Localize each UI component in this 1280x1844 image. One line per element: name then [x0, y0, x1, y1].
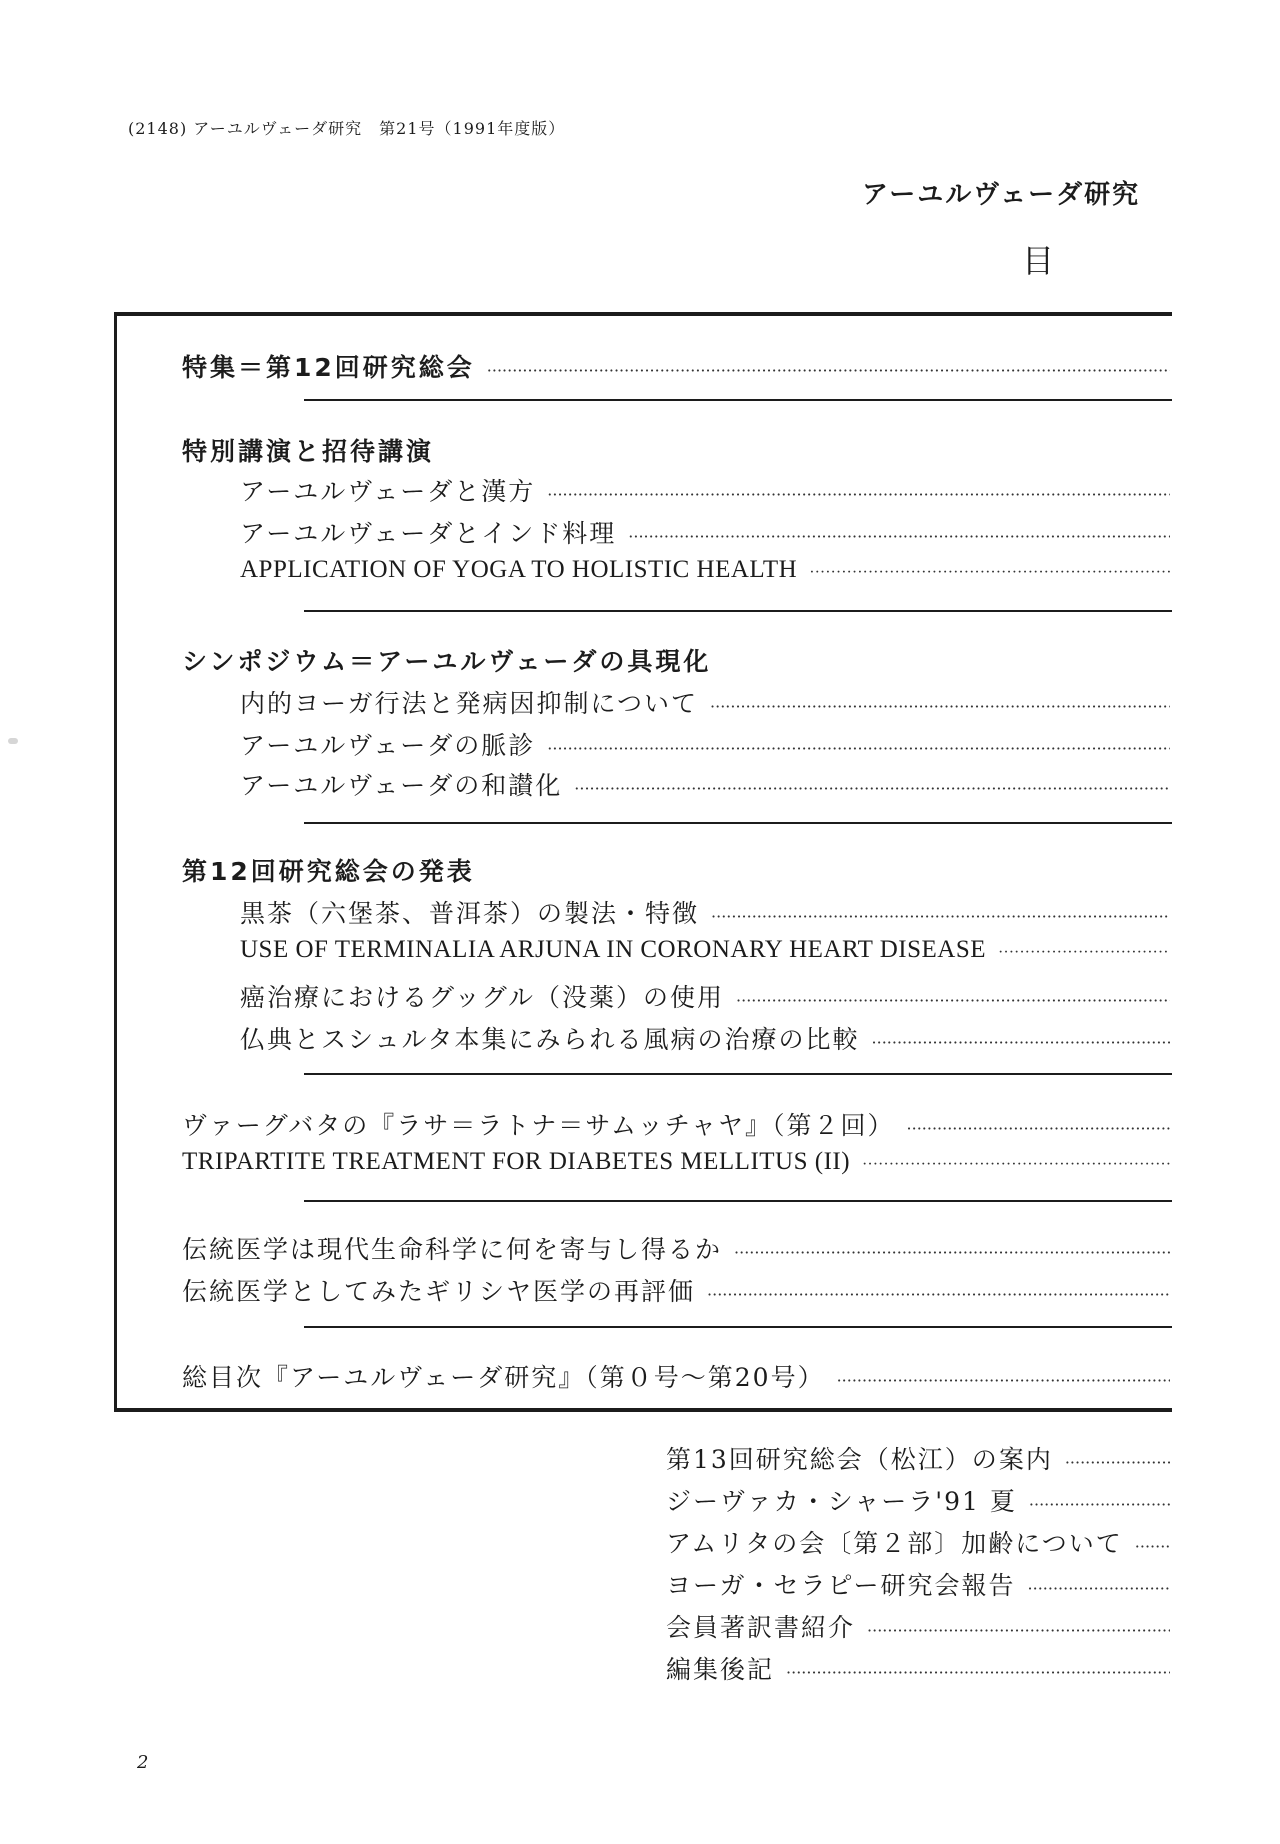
toc-entry — [182, 1358, 1170, 1394]
misc-entry-label: アムリタの会〔第２部〕加齢について — [666, 1529, 1123, 1558]
leader-dots — [862, 1156, 1170, 1174]
misc-entry — [666, 1650, 1170, 1686]
toc-entry — [182, 1230, 1170, 1266]
section-heading-presentations: 第12回研究総会の発表 — [182, 857, 475, 886]
page-number: 2 — [137, 1752, 149, 1773]
toc-entry — [182, 1106, 1170, 1142]
leader-dots — [547, 485, 1170, 504]
toc-entry — [182, 1148, 1170, 1176]
toc-entry-label: TRIPARTITE TREATMENT FOR DIABETES MELLITUS (II) — [182, 1148, 851, 1175]
toc-entry-label: アーユルヴェーダの和讃化 — [240, 771, 563, 800]
section-divider — [304, 822, 1172, 824]
toc-entry-label: APPLICATION OF YOGA TO HOLISTIC HEALTH — [240, 556, 798, 583]
leader-dots — [574, 779, 1170, 798]
misc-entry — [666, 1440, 1170, 1476]
leader-dots — [837, 1371, 1170, 1390]
misc-entry — [666, 1566, 1170, 1602]
leader-dots — [867, 1621, 1170, 1640]
toc-entry-label: 黒茶（六堡茶、普洱茶）の製法・特徴 — [240, 899, 700, 928]
misc-entry-label: 会員著訳書紹介 — [666, 1613, 856, 1642]
misc-entry-label: 編集後記 — [666, 1655, 775, 1684]
leader-dots — [1029, 1495, 1170, 1514]
toc-entry-label: 癌治療におけるグッグル（没薬）の使用 — [240, 983, 725, 1012]
toc-entry — [182, 1272, 1170, 1308]
toc-entry — [240, 978, 1170, 1014]
leader-dots — [707, 1285, 1170, 1304]
toc-entry — [240, 726, 1170, 762]
contents-heading: 目 — [1022, 242, 1055, 280]
toc-entry-label: 伝統医学は現代生命科学に何を寄与し得るか — [182, 1235, 723, 1264]
toc-entry — [240, 514, 1170, 550]
leader-dots — [628, 527, 1170, 546]
leader-dots — [734, 1243, 1170, 1262]
leader-dots — [1065, 1453, 1170, 1472]
toc-entry-feature — [182, 348, 1170, 384]
running-header: (2148) アーユルヴェーダ研究 第21号（1991年度版） — [128, 119, 566, 138]
misc-entry-label: ヨーガ・セラピー研究会報告 — [666, 1571, 1016, 1600]
scan-speck — [8, 738, 18, 744]
leader-dots — [872, 1033, 1170, 1052]
toc-entry-label: 特集＝第12回研究総会 — [182, 353, 475, 382]
section-divider — [304, 1073, 1172, 1075]
toc-entry — [240, 472, 1170, 508]
leader-dots — [786, 1663, 1170, 1682]
toc-entry-label: 仏典とスシュルタ本集にみられる風病の治療の比較 — [240, 1025, 860, 1054]
toc-entry-label: USE OF TERMINALIA ARJUNA IN CORONARY HEART DISEASE — [240, 936, 987, 963]
toc-entry-label: アーユルヴェーダと漢方 — [240, 477, 536, 506]
journal-title: アーユルヴェーダ研究 — [862, 180, 1141, 210]
toc-entry-label: 伝統医学としてみたギリシヤ医学の再評価 — [182, 1277, 696, 1306]
misc-entry-label: 第13回研究総会（松江）の案内 — [666, 1445, 1053, 1474]
leader-dots — [907, 1119, 1170, 1138]
misc-entry — [666, 1482, 1170, 1518]
section-divider — [304, 1200, 1172, 1202]
misc-entry — [666, 1608, 1170, 1644]
section-heading-symposium: シンポジウム＝アーユルヴェーダの具現化 — [182, 647, 712, 676]
leader-dots — [809, 564, 1170, 582]
section-divider — [304, 610, 1172, 612]
toc-entry — [240, 766, 1170, 802]
toc-entry-label: アーユルヴェーダの脈診 — [240, 731, 536, 760]
toc-entry — [240, 1020, 1170, 1056]
leader-dots — [547, 739, 1170, 758]
misc-entry — [666, 1524, 1170, 1560]
section-divider — [304, 1326, 1172, 1328]
leader-dots — [1028, 1579, 1170, 1598]
toc-entry-label: ヴァーグバタの『ラサ＝ラトナ＝サムッチャヤ』（第２回） — [182, 1111, 895, 1140]
leader-dots — [998, 944, 1170, 962]
misc-entry-label: ジーヴァカ・シャーラ'91 夏 — [666, 1487, 1017, 1516]
leader-dots — [487, 361, 1170, 380]
toc-entry — [240, 556, 1170, 584]
toc-entry — [240, 684, 1170, 720]
toc-entry-label: アーユルヴェーダとインド料理 — [240, 519, 617, 548]
leader-dots — [736, 991, 1170, 1010]
leader-dots — [711, 907, 1170, 926]
leader-dots — [710, 697, 1170, 716]
toc-entry — [240, 936, 1170, 964]
toc-entry-label: 総目次『アーユルヴェーダ研究』（第０号〜第20号） — [182, 1363, 825, 1392]
leader-dots — [1135, 1537, 1170, 1556]
toc-entry — [240, 894, 1170, 930]
toc-entry-label: 内的ヨーガ行法と発病因抑制について — [240, 689, 699, 718]
section-divider — [304, 399, 1172, 401]
section-heading-special-lectures: 特別講演と招待講演 — [182, 437, 435, 466]
